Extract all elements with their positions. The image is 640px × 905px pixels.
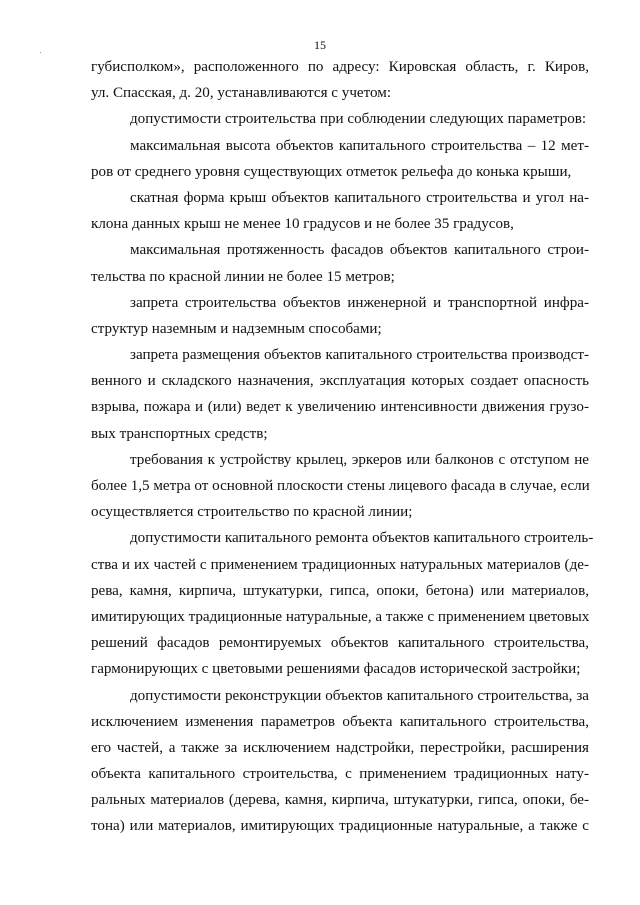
text-line: скатная форма крыш объектов капитального строительства и угол на- xyxy=(130,189,589,206)
text-line: допустимости реконструкции объектов капитального строительства, за xyxy=(130,687,589,704)
text-line: ральных материалов (дерева, камня, кирпича, штукатурки, гипса, опоки, бе- xyxy=(91,792,589,809)
text-line: вых транспортных средств; xyxy=(91,425,268,442)
document-body xyxy=(91,54,594,840)
text-line: ров от среднего уровня существующих отметок рельефа до конька крыши, xyxy=(91,163,572,180)
text-line: допустимости капитального ремонта объектов капитального строитель- xyxy=(130,530,594,547)
margin-mark xyxy=(40,52,41,53)
text-line: тельства по красной линии не более 15 метров; xyxy=(91,268,395,285)
text-line: губисполком», расположенного по адресу: Кировская область, г. Киров, xyxy=(91,59,589,75)
text-line: допустимости строительства при соблюдении следующих параметров: xyxy=(130,111,587,128)
text-line: ства и их частей с применением традиционных натуральных материалов (де- xyxy=(91,556,589,573)
text-line: требования к устройству крылец, эркеров или балконов с отступом не xyxy=(130,451,589,468)
text-line: гармонирующих с цветовыми решениями фасадов исторической застройки; xyxy=(91,661,581,678)
text-line: запрета строительства объектов инженерной и транспортной инфра- xyxy=(130,294,589,311)
page-number: 15 xyxy=(314,38,326,52)
text-line: венного и складского назначения, эксплуатация которых создает опасность xyxy=(91,373,589,390)
text-line: имитирующих традиционные натуральные, а также с применением цветовых xyxy=(91,608,590,625)
text-line: его частей, а также за исключением надстройки, перестройки, расширения xyxy=(91,739,589,756)
text-line: более 1,5 метра от основной плоскости стены лицевого фасада в случае, если xyxy=(91,478,590,494)
text-line: запрета размещения объектов капитального строительства производст- xyxy=(130,347,589,364)
text-line: ул. Спасская, д. 20, устанавливаются с учетом: xyxy=(91,85,392,102)
text-line: объекта капитального строительства, с применением традиционных нату- xyxy=(91,766,589,783)
text-line: максимальная протяженность фасадов объектов капитального строи- xyxy=(130,242,589,259)
text-line: исключением изменения параметров объекта капитального строительства, xyxy=(91,713,589,730)
text-line: максимальная высота объектов капитального строительства – 12 мет- xyxy=(130,137,589,154)
text-line: рева, камня, кирпича, штукатурки, гипса, опоки, бетона) или материалов, xyxy=(91,582,589,599)
text-line: решений фасадов ремонтируемых объектов капитального строительства, xyxy=(91,635,589,652)
text-line: клона данных крыш не менее 10 градусов и не более 35 градусов, xyxy=(91,216,514,233)
text-line: осуществляется строительство по красной линии; xyxy=(91,504,413,521)
text-line: взрыва, пожара и (или) ведет к увеличению интенсивности движения грузо- xyxy=(91,399,589,416)
text-line: тона) или материалов, имитирующих традиционные натуральные, а также с xyxy=(91,818,589,835)
text-line: структур наземным и надземным способами; xyxy=(91,320,382,337)
